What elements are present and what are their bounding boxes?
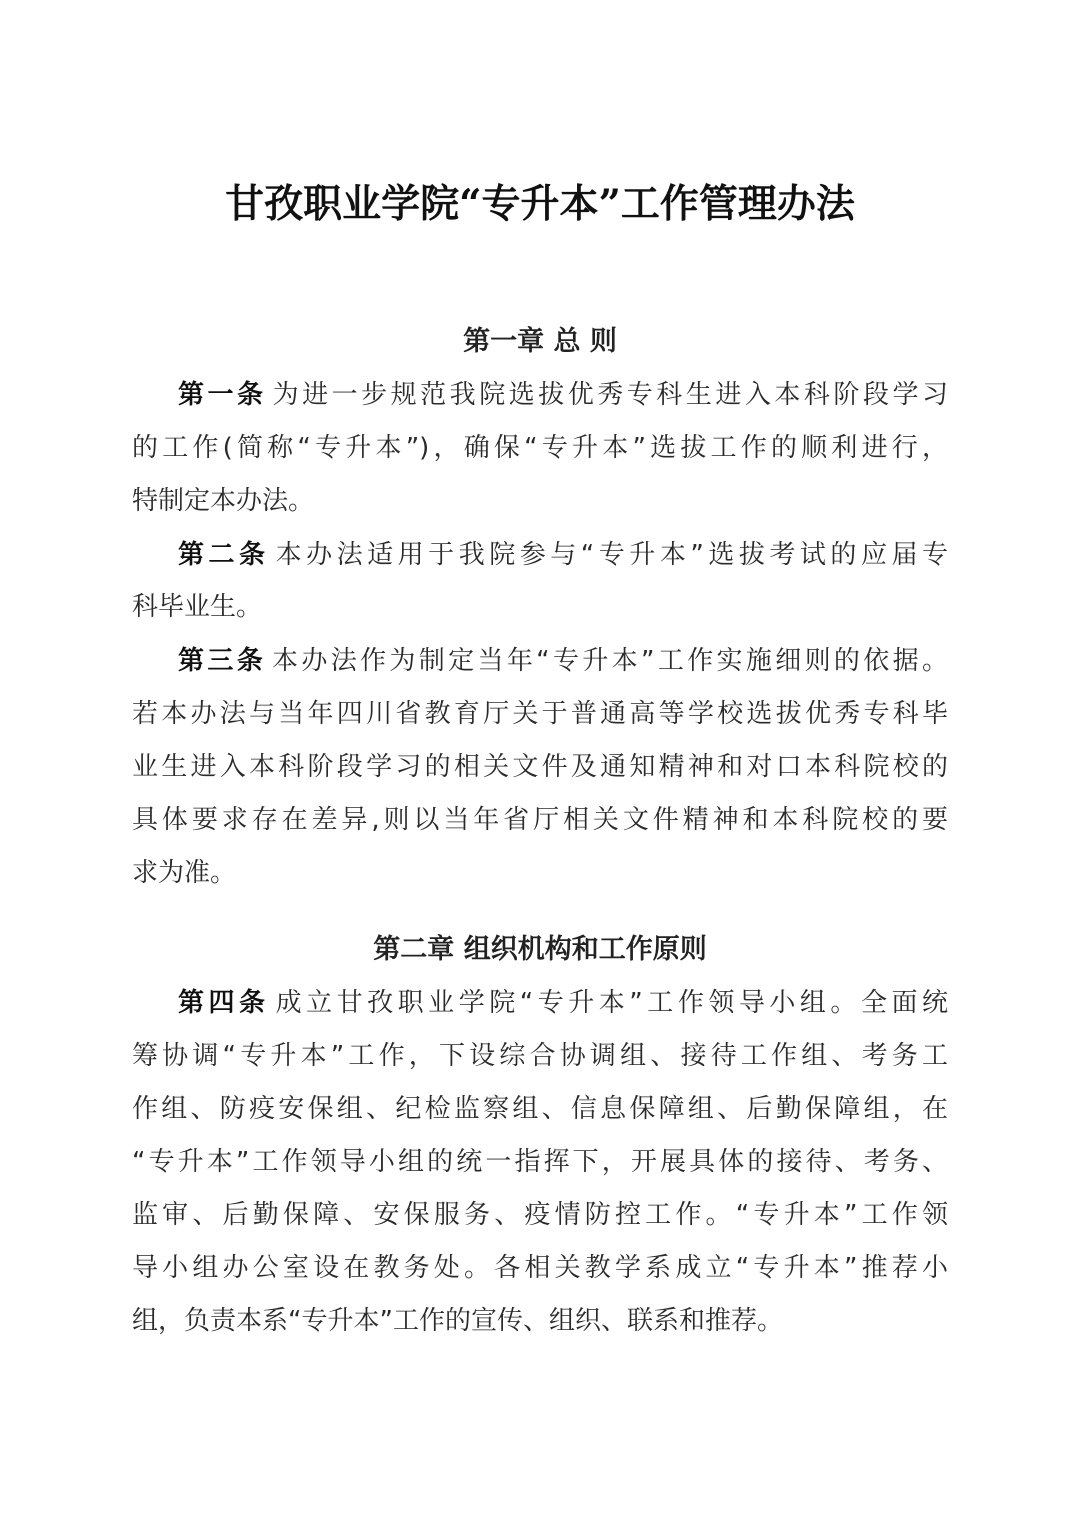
chapter-heading: 第一章 总 则 bbox=[463, 326, 617, 357]
article-line: 的工作(简称“专升本”)，确保“专升本”选拔工作的顺利进行， bbox=[132, 433, 948, 463]
document-title: 甘孜职业学院“专升本”工作管理办法 bbox=[225, 181, 855, 228]
article-line: 若本办法与当年四川省教育厅关于普通高等学校选拔优秀专科毕 bbox=[132, 699, 948, 729]
article-first-line bbox=[178, 641, 948, 681]
chapter-heading: 第二章 组织机构和工作原则 bbox=[373, 934, 707, 965]
article-label: 第二条 bbox=[178, 540, 270, 570]
article-line: “专升本”工作领导小组的统一指挥下，开展具体的接待、考务、 bbox=[132, 1147, 948, 1177]
article-line: 作组、防疫安保组、纪检监察组、信息保障组、后勤保障组，在 bbox=[132, 1094, 948, 1124]
article-line: 筹协调“专升本”工作，下设综合协调组、接待工作组、考务工 bbox=[132, 1041, 948, 1071]
article-first-line bbox=[178, 535, 948, 575]
article-line: 导小组办公室设在教务处。各相关教学系成立“专升本”推荐小 bbox=[132, 1253, 948, 1283]
article-label: 第四条 bbox=[178, 988, 270, 1018]
article-line: 特制定本办法。 bbox=[132, 486, 315, 516]
article-line: 监审、后勤保障、安保服务、疫情防控工作。“专升本”工作领 bbox=[132, 1200, 948, 1230]
article-line: 具体要求存在差异,则以当年省厅相关文件精神和本科院校的要 bbox=[132, 805, 948, 835]
article-first-line bbox=[178, 375, 948, 415]
article-text: 为进一步规范我院选拔优秀专科生进入本科阶段学习 bbox=[272, 380, 948, 410]
article-text: 本办法作为制定当年“专升本”工作实施细则的依据。 bbox=[272, 646, 948, 676]
article-line: 组，负责本系“专升本”工作的宣传、组织、联系和推荐。 bbox=[132, 1306, 783, 1336]
article-line: 求为准。 bbox=[132, 858, 237, 888]
article-text: 成立甘孜职业学院“专升本”工作领导小组。全面统 bbox=[275, 988, 948, 1018]
article-line: 业生进入本科阶段学习的相关文件及通知精神和对口本科院校的 bbox=[132, 752, 948, 782]
article-line: 科毕业生。 bbox=[132, 592, 263, 622]
article-first-line bbox=[178, 983, 948, 1023]
article-label: 第一条 bbox=[178, 380, 267, 410]
article-label: 第三条 bbox=[178, 646, 267, 676]
article-text: 本办法适用于我院参与“专升本”选拔考试的应届专 bbox=[275, 540, 948, 570]
